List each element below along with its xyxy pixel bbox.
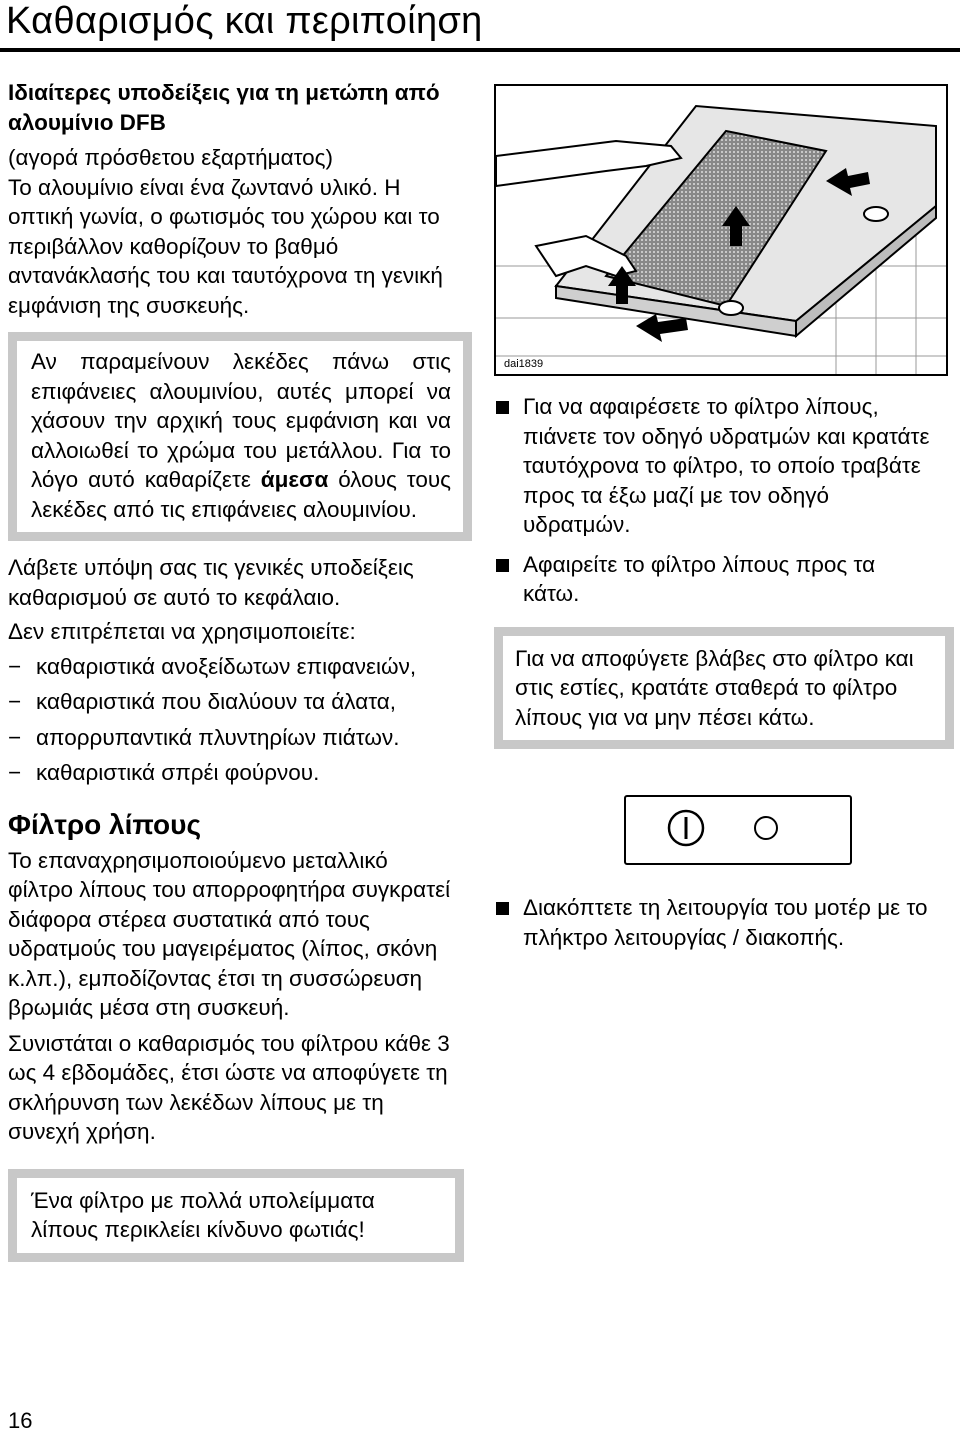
aluminium-subheading: (αγορά πρόσθετου εξαρτήματος) <box>8 145 334 170</box>
grease-filter-cleaning: Συνιστάται ο καθαρισμός του φίλτρου κάθε 3 ως 4 εβδομάδες, έτσι ώστε να αποφύγετε τη σκλήρυνση των λεκέδων λίπους με τη συνεχή χρήση. <box>8 1030 450 1144</box>
aluminium-warning-emphasis: άμεσα <box>260 467 329 492</box>
general-cleaning-note: Λάβετε υπόψη σας τις γενικές υποδείξεις καθαρισμού σε αυτό το κεφάλαιο. <box>8 555 414 610</box>
title-rule <box>0 48 960 52</box>
bullet-square-icon <box>496 401 509 414</box>
list-item: − απορρυπαντικά πλυντηρίων πιάτων. <box>8 723 458 753</box>
list-item: − καθαριστικά που διαλύουν τα άλατα, <box>8 687 458 717</box>
motor-steps <box>494 893 934 952</box>
control-panel <box>624 795 852 865</box>
panel-drawing <box>626 797 850 863</box>
left-column <box>8 78 478 1262</box>
aluminium-warning-text: Αν παραμείνουν λεκέδες πάνω στις επιφάνειες αλουμινίου, αυτές μπορεί να χάσουν την αρχική τους εμφάνιση και να αλλοιωθεί το χρώμα του μετάλλου. Για το λόγο αυτό καθαρίζετε <box>31 349 451 492</box>
aluminium-warning-text-end: όλους τους λεκέδες από τις επιφάνειες αλουμινίου. <box>31 467 451 522</box>
bullet-square-icon <box>496 902 509 915</box>
figure-label: dai1839 <box>504 358 544 370</box>
grease-filter-title: Φίλτρο λίπους <box>8 808 202 840</box>
page-number: 16 <box>8 1408 33 1433</box>
not-allowed-intro: Δεν επιτρέπεται να χρησιμοποιείτε: <box>8 619 356 644</box>
hood-filter-drawing <box>496 86 946 374</box>
step-text: Αφαιρείτε το φίλτρο λίπους προς τα κάτω. <box>523 551 876 606</box>
step-text: Για να αφαιρέσετε το φίλτρο λίπους, πιάνετε τον οδηγό υδρατμών και κρατάτε ταυτόχρονα το φίλτρο, το οποίο τραβάτε προς τα έξω μαζί με τον οδηγό υδρατμών. <box>523 394 930 537</box>
aluminium-heading: Ιδιαίτερες υποδείξεις για τη μετώπη από αλουμίνιο DFB <box>8 80 440 135</box>
list-item: − καθαριστικά ανοξείδωτων επιφανειών, <box>8 652 458 682</box>
page-title: Καθαρισμός και περιποίηση <box>6 0 483 42</box>
step-text: Διακόπτετε τη λειτουργία του μοτέρ με το πλήκτρο λειτουργίας / διακοπής. <box>523 895 928 950</box>
light-button-icon <box>755 817 777 839</box>
page-header <box>0 0 960 54</box>
list-item <box>494 893 934 952</box>
grease-filter-text: Το επαναχρησιμοποιούμενο μεταλλικό φίλτρο λίπους του απορροφητήρα συγκρατεί διάφορα στέρεα συστατικά από τους υδρατμούς του μαγειρέματος (λίπος, σκόνη κ.λπ.), εμποδίζοντας έτσι τη συσσώρευση βρωμιάς μέσα στη συσκευή. <box>8 847 451 1020</box>
aluminium-warning-box <box>8 332 472 541</box>
not-allowed-list <box>8 652 458 788</box>
list-item <box>494 392 934 540</box>
fire-warning-text: Ένα φίλτρο με πολλά υπολείμματα λίπους περικλείει κίνδυνο φωτιάς! <box>31 1187 375 1242</box>
list-item <box>494 550 934 609</box>
damage-warning-text: Για να αποφύγετε βλάβες στο φίλτρο και στις εστίες, κρατάτε σταθερά το φίλτρο λίπους για να μην πέσει κάτω. <box>515 645 914 730</box>
removal-steps <box>494 392 934 609</box>
list-item: − καθαριστικά σπρέι φούρνου. <box>8 758 458 788</box>
damage-warning-box <box>494 627 954 750</box>
filter-removal-illustration <box>494 84 948 376</box>
bullet-square-icon <box>496 559 509 572</box>
right-column <box>494 84 954 952</box>
aluminium-text: Το αλουμίνιο είναι ένα ζωντανό υλικό. Η οπτική γωνία, ο φωτισμός του χώρου και το περιβάλλον καθορίζουν το βαθμό αντανάκλασής του και ταυτόχρονα τη γενική εμφάνιση της συσκευής. <box>8 174 443 318</box>
fire-warning-box <box>8 1169 464 1262</box>
